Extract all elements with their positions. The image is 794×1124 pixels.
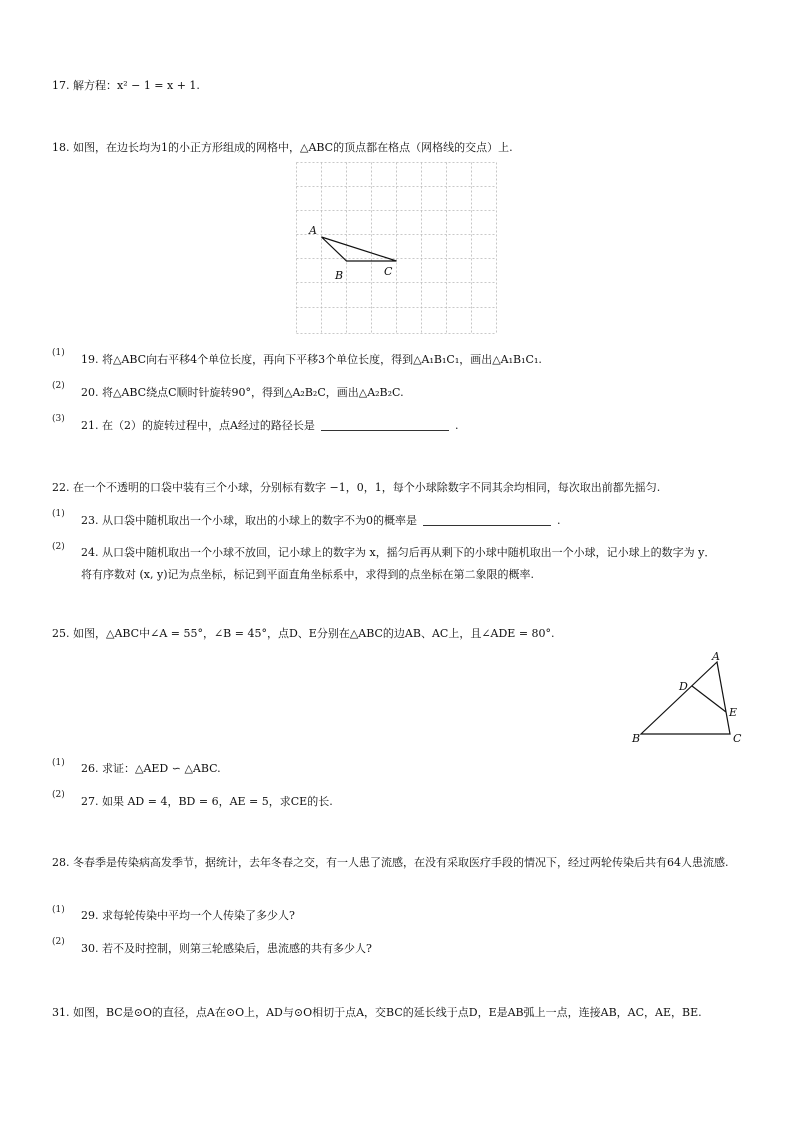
part-tag-29: (1) <box>52 905 65 915</box>
label-c: C <box>384 265 393 278</box>
part-tag-19: (1) <box>52 348 65 358</box>
label-b2: B <box>632 732 641 745</box>
question-26: 26. 求证：△AED ∽ △ABC. <box>81 762 221 775</box>
part-tag-21: (3) <box>52 414 65 424</box>
question-28: 28. 冬春季是传染病高发季节，据统计，去年冬春之交，有一人患了流感，在没有采取医疗手段的情况下，经过两轮传染后共有64人患流感. <box>52 856 729 869</box>
question-23-end: . <box>557 514 561 527</box>
question-19: 19. 将△ABC向右平移4个单位长度，再向下平移3个单位长度，得到△A₁B₁C₁，画出△A₁B₁C₁. <box>81 353 542 366</box>
label-e: E <box>729 706 738 719</box>
question-17: 17. 解方程：x² − 1 = x + 1. <box>52 79 200 92</box>
answer-blank-23[interactable] <box>423 513 551 526</box>
part-tag-24: (2) <box>52 542 65 552</box>
question-30: 30. 若不及时控制，则第三轮感染后，患流感的共有多少人? <box>81 942 372 955</box>
triangle-abc <box>322 237 397 261</box>
question-21 <box>81 418 458 434</box>
question-23 <box>81 513 561 529</box>
question-22: 22. 在一个不透明的口袋中装有三个小球，分别标有数字 −1，0，1，每个小球除数字不同其余均相同，每次取出前都先摇匀. <box>52 481 661 494</box>
label-b: B <box>335 269 344 282</box>
label-c2: C <box>733 732 742 745</box>
question-31: 31. 如图，BC是⊙O的直径，点A在⊙O上，AD与⊙O相切于点A，交BC的延长线于点D，E是AB弧上一点，连接AB，AC，AE，BE. <box>52 1006 702 1019</box>
part-tag-23: (1) <box>52 509 65 519</box>
grid-figure <box>296 162 499 336</box>
question-21-end: . <box>454 419 459 432</box>
part-tag-20: (2) <box>52 381 65 391</box>
label-a: A <box>309 224 317 237</box>
question-18: 18. 如图，在边长均为1的小正方形组成的网格中，△ABC的顶点都在格点（网格线的交点）上. <box>52 141 513 154</box>
question-25: 25. 如图，△ABC中∠A = 55°，∠B = 45°，点D、E分别在△ABC的边AB、AC上，且∠ADE = 80°. <box>52 627 555 640</box>
part-tag-30: (2) <box>52 937 65 947</box>
question-23-text: 23. 从口袋中随机取出一个小球，取出的小球上的数字不为0的概率是 <box>81 514 417 527</box>
label-a2: A <box>712 650 720 663</box>
segment-de <box>692 686 726 712</box>
question-21-text: 21. 在（2）的旋转过程中，点A经过的路径长是 <box>81 419 315 432</box>
answer-blank-21[interactable] <box>321 418 449 431</box>
question-24: 24. 从口袋中随机取出一个小球不放回，记小球上的数字为 x，摇匀后再从剩下的小球中随机取出一个小球，记小球上的数字为 y．将有序数对 (x, y)记为点坐标，标记到平面直角坐标系中，求得到的点坐标在第二象限的概率. <box>81 546 716 581</box>
label-d: D <box>679 680 688 693</box>
question-20: 20. 将△ABC绕点C顺时针旋转90°，得到△A₂B₂C，画出△A₂B₂C. <box>81 386 404 399</box>
part-tag-26: (1) <box>52 758 65 768</box>
part-tag-27: (2) <box>52 790 65 800</box>
triangle-figure <box>628 646 748 746</box>
triangle-abc-outer <box>641 662 730 734</box>
question-29: 29. 求每轮传染中平均一个人传染了多少人? <box>81 909 295 922</box>
question-27: 27. 如果 AD = 4，BD = 6，AE = 5，求CE的长. <box>81 795 333 808</box>
